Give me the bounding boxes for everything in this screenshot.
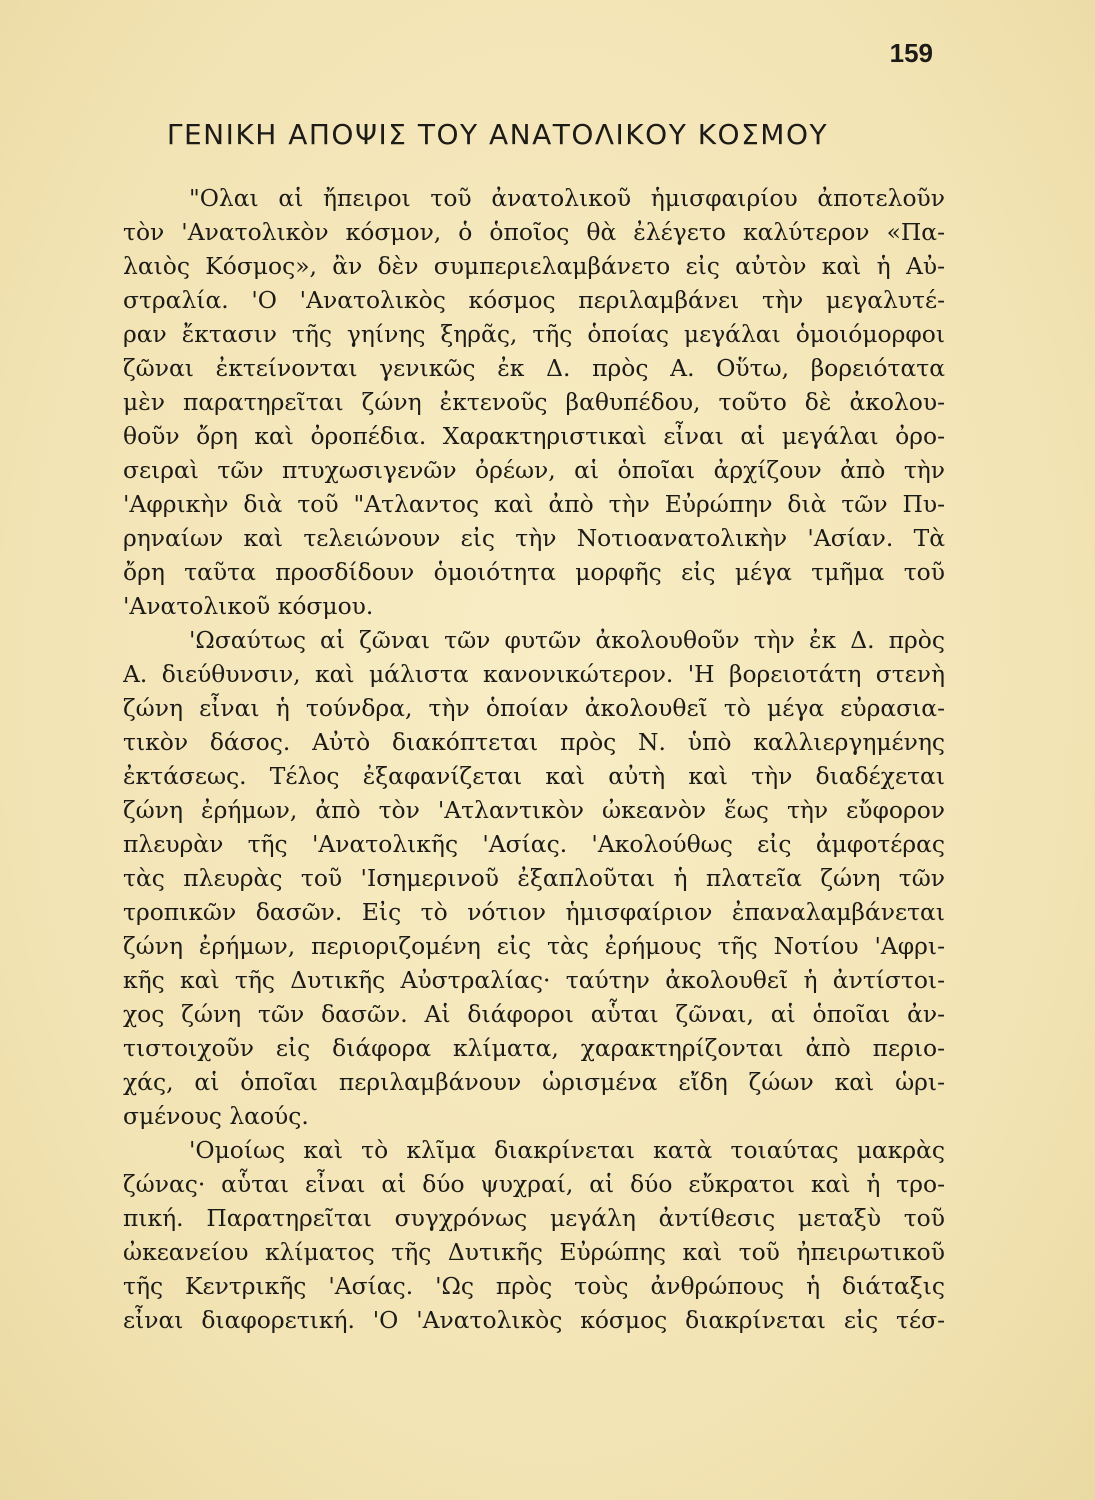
text-line: τιστοιχοῦν εἰς διάφορα κλίματα, χαρακτηρίζονται ἀπὸ περιο- [123, 1034, 945, 1062]
chapter-title: ΓΕΝΙΚΗ ΑΠΟΨΙΣ ΤΟΥ ΑΝΑΤΟΛΙΚΟΥ ΚΟΣΜΟΥ [166, 118, 829, 151]
text-line: τῆς Κεντρικῆς 'Ασίας. 'Ως πρὸς τοὺς ἀνθρώπους ἡ διάταξις [123, 1272, 945, 1300]
text-line: στραλία. 'Ο 'Ανατολικὸς κόσμος περιλαμβάνει τὴν μεγαλυτέ- [123, 286, 945, 314]
text-line: ζώνη ἐρήμων, περιοριζομένη εἰς τὰς ἐρήμους τῆς Νοτίου 'Αφρι- [123, 932, 945, 960]
text-line: Α. διεύθυνσιν, καὶ μάλιστα κανονικώτερον. 'Η βορειοτάτη στενὴ [123, 660, 945, 688]
text-line: σμένους λαούς. [123, 1102, 309, 1130]
text-line: σειραὶ τῶν πτυχωσιγενῶν ὀρέων, αἱ ὁποῖαι ἀρχίζουν ἀπὸ τὴν [123, 456, 945, 484]
text-line: τροπικῶν δασῶν. Εἰς τὸ νότιον ἡμισφαίριον ἐπαναλαμβάνεται [123, 898, 945, 926]
page-number: 159 [889, 38, 933, 68]
text-line: λαιὸς Κόσμος», ἂν δὲν συμπεριελαμβάνετο εἰς αὐτὸν καὶ ἡ Αὐ- [123, 252, 945, 280]
text-line: ἐκτάσεως. Τέλος ἐξαφανίζεται καὶ αὐτὴ καὶ τὴν διαδέχεται [123, 762, 945, 790]
text-line: 'Ωσαύτως αἱ ζῶναι τῶν φυτῶν ἀκολουθοῦν τὴν ἐκ Δ. πρὸς [189, 626, 945, 654]
text-line: ζώνη εἶναι ἡ τούνδρα, τὴν ὁποίαν ἀκολουθεῖ τὸ μέγα εὐρασια- [123, 694, 945, 722]
text-line: 'Αφρικὴν διὰ τοῦ "Ατλαντος καὶ ἀπὸ τὴν Εὐρώπην διὰ τῶν Πυ- [123, 490, 945, 518]
text-line: πλευρὰν τῆς 'Ανατολικῆς 'Ασίας. 'Ακολούθως εἰς ἀμφοτέρας [123, 830, 945, 858]
text-line: κῆς καὶ τῆς Δυτικῆς Αὐστραλίας· ταύτην ἀκολουθεῖ ἡ ἀντίστοι- [123, 966, 945, 994]
text-line: "Ολαι αἱ ἤπειροι τοῦ ἀνατολικοῦ ἡμισφαιρίου ἀποτελοῦν [189, 184, 945, 212]
text-line: ραν ἔκτασιν τῆς γηίνης ξηρᾶς, τῆς ὁποίας μεγάλαι ὁμοιόμορφοι [123, 320, 945, 348]
text-line: ζώνη ἐρήμων, ἀπὸ τὸν 'Ατλαντικὸν ὠκεανὸν ἕως τὴν εὔφορον [123, 796, 945, 824]
text-line: ρηναίων καὶ τελειώνουν εἰς τὴν Νοτιοανατολικὴν 'Ασίαν. Τὰ [123, 524, 945, 552]
body-text [123, 181, 945, 1337]
text-line: μὲν παρατηρεῖται ζώνη ἐκτενοῦς βαθυπέδου, τοῦτο δὲ ἀκολου- [123, 388, 945, 416]
text-line: θοῦν ὄρη καὶ ὀροπέδια. Χαρακτηριστικαὶ εἶναι αἱ μεγάλαι ὀρο- [123, 422, 945, 450]
text-line: 'Ανατολικοῦ κόσμου. [123, 592, 374, 620]
text-line: τὸν 'Ανατολικὸν κόσμον, ὁ ὁποῖος θὰ ἐλέγετο καλύτερον «Πα- [123, 218, 945, 246]
text-line: χάς, αἱ ὁποῖαι περιλαμβάνουν ὡρισμένα εἴδη ζώων καὶ ὡρι- [123, 1068, 945, 1096]
text-line: ζῶναι ἐκτείνονται γενικῶς ἐκ Δ. πρὸς Α. Οὕτω, βορειότατα [123, 354, 945, 382]
text-line: τικὸν δάσος. Αὐτὸ διακόπτεται πρὸς Ν. ὑπὸ καλλιεργημένης [123, 728, 945, 756]
text-line: ζώνας· αὗται εἶναι αἱ δύο ψυχραί, αἱ δύο εὔκρατοι καὶ ἡ τρο- [123, 1170, 945, 1198]
text-line: τὰς πλευρὰς τοῦ 'Ισημερινοῦ ἐξαπλοῦται ἡ πλατεῖα ζώνη τῶν [123, 864, 945, 892]
text-line: χος ζώνη τῶν δασῶν. Αἱ διάφοροι αὗται ζῶναι, αἱ ὁποῖαι ἀν- [123, 1000, 945, 1028]
text-line: ὄρη ταῦτα προσδίδουν ὁμοιότητα μορφῆς εἰς μέγα τμῆμα τοῦ [123, 558, 945, 586]
text-line: 'Ομοίως καὶ τὸ κλῖμα διακρίνεται κατὰ τοιαύτας μακρὰς [189, 1136, 945, 1164]
text-line: εἶναι διαφορετική. 'Ο 'Ανατολικὸς κόσμος διακρίνεται εἰς τέσ- [123, 1306, 945, 1334]
text-line: πική. Παρατηρεῖται συγχρόνως μεγάλη ἀντίθεσις μεταξὺ τοῦ [123, 1204, 945, 1232]
text-line: ὠκεανείου κλίματος τῆς Δυτικῆς Εὐρώπης καὶ τοῦ ἠπειρωτικοῦ [123, 1238, 945, 1266]
